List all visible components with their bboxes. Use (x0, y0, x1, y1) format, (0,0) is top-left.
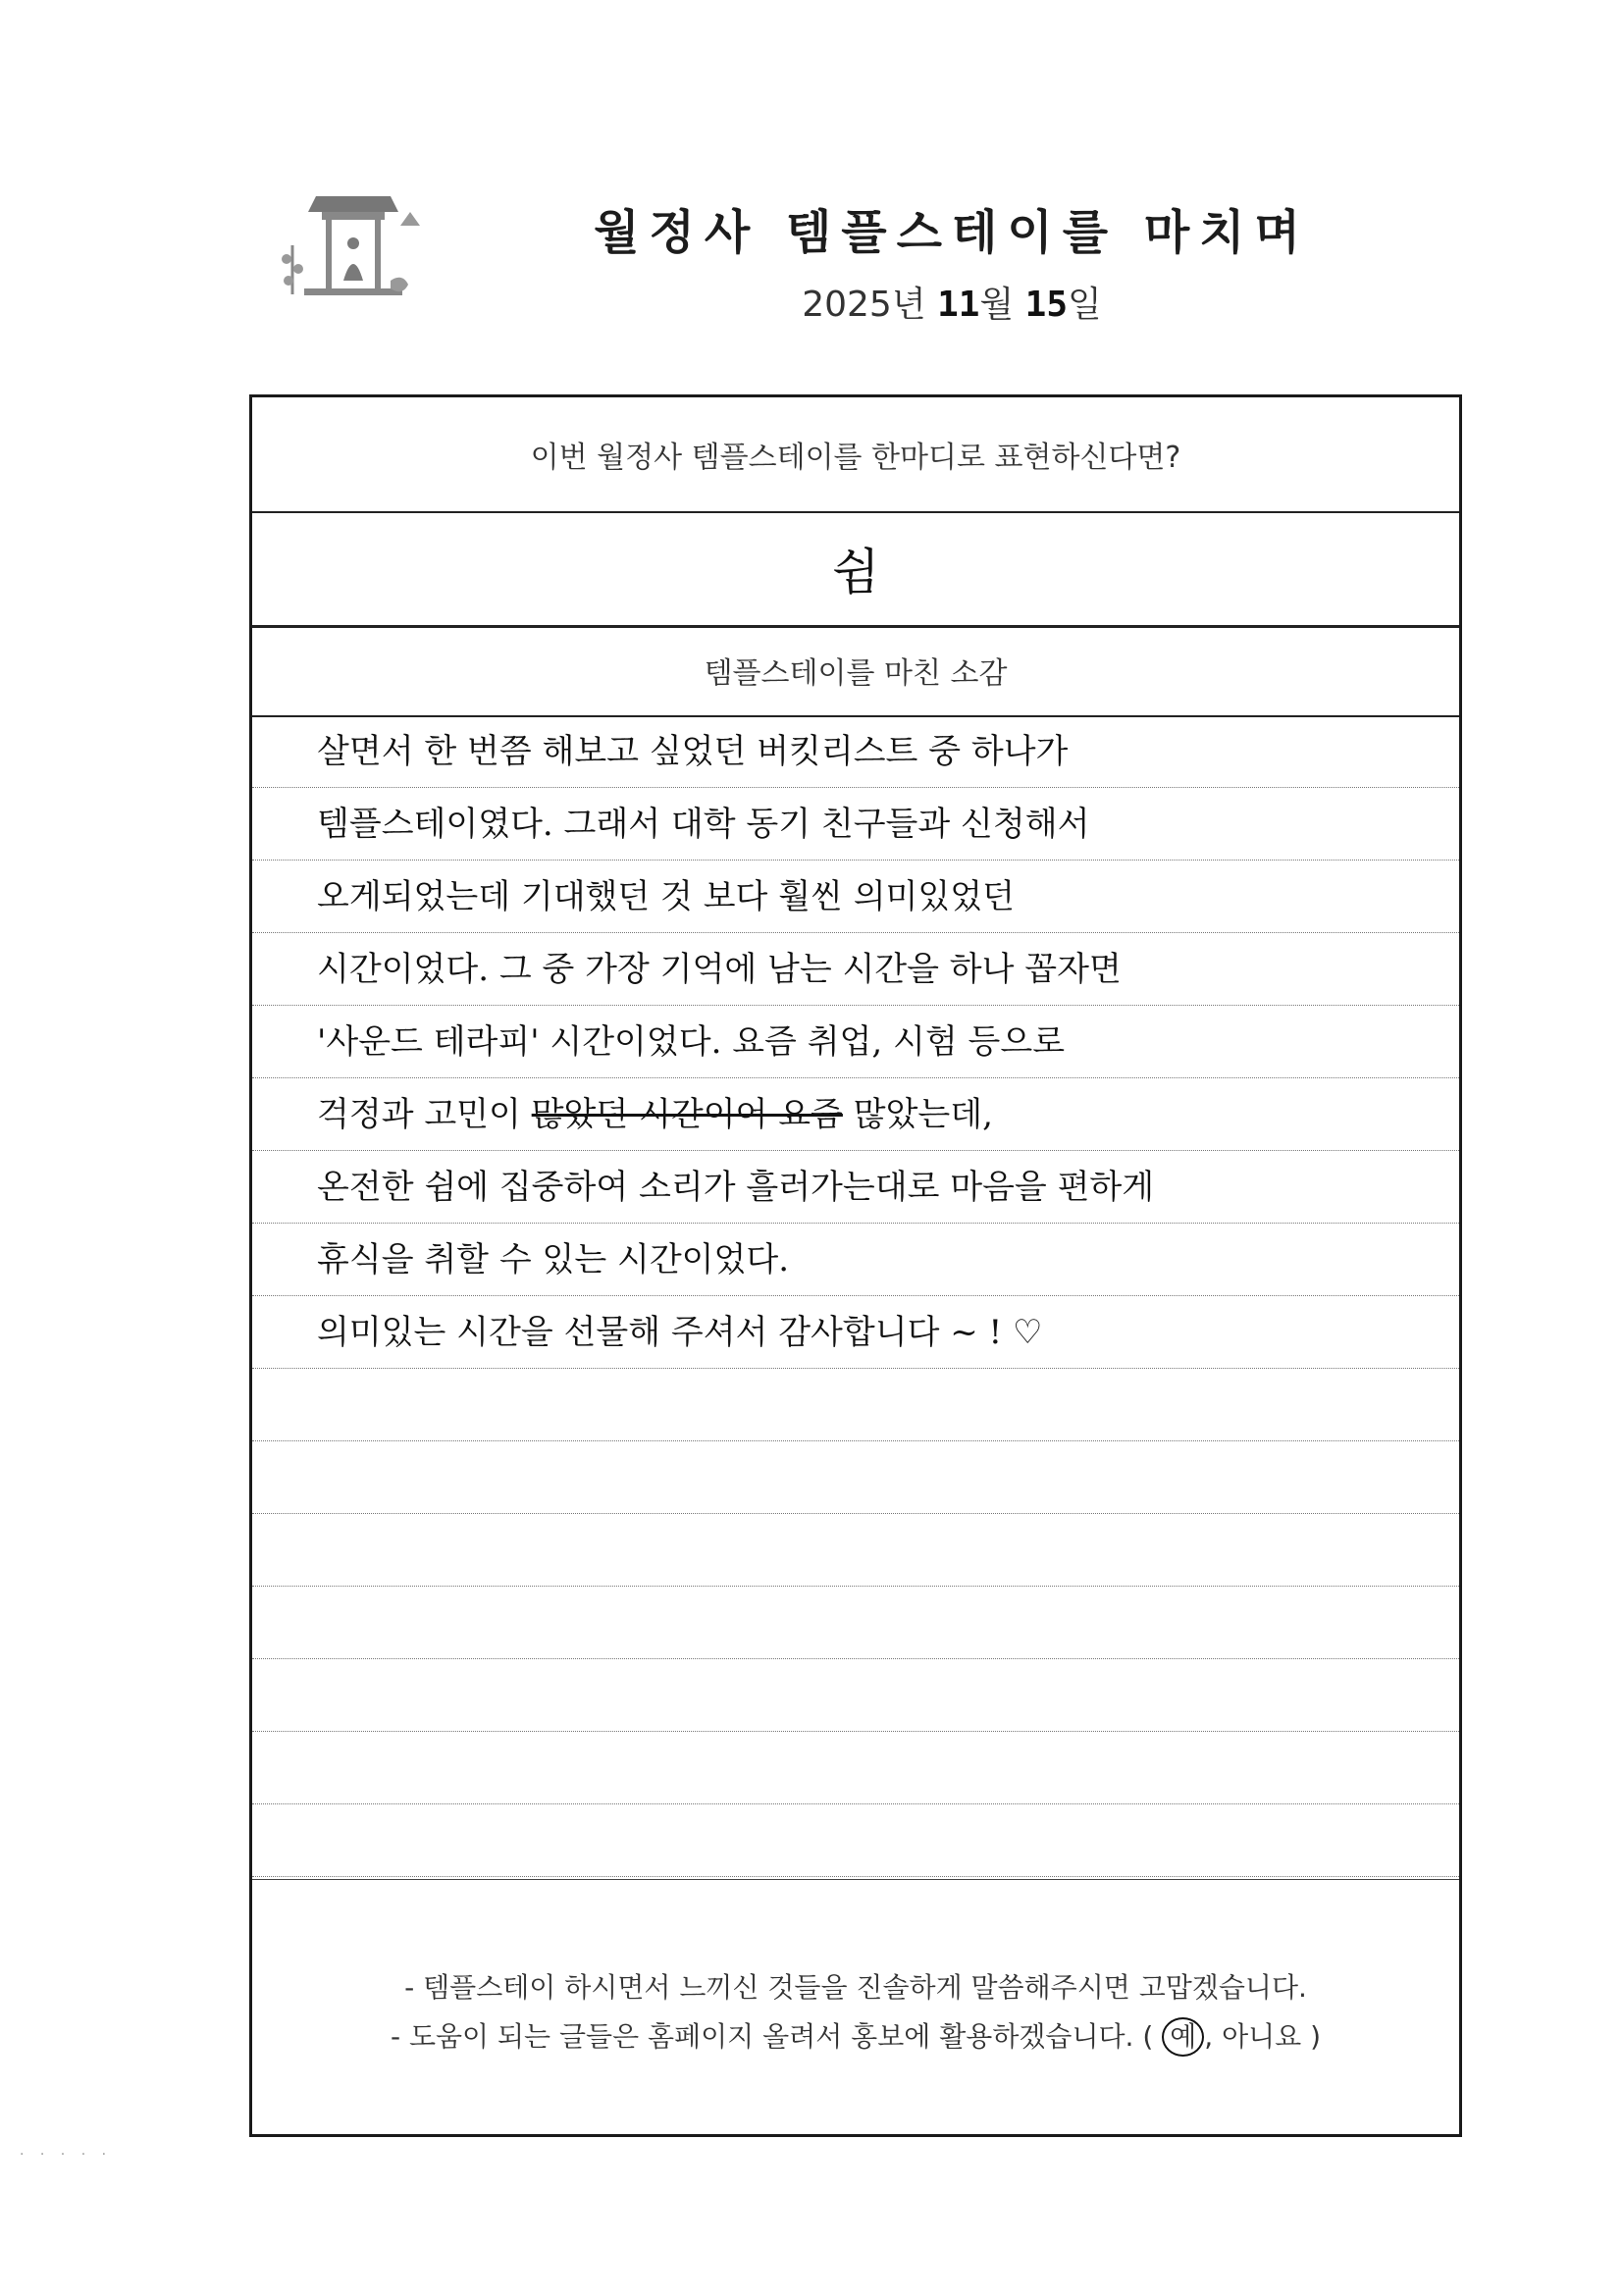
date-day: 15 (1024, 285, 1069, 325)
line-6-after: 많았는데, (853, 1095, 993, 1134)
note-line-1: - 템플스테이 하시면서 느끼신 것들을 진솔하게 말씀해주시면 고맙겠습니다. (404, 1971, 1307, 2004)
option-separator: , (1204, 2020, 1223, 2053)
date-line (746, 277, 1158, 327)
question-text: 이번 월정사 템플스테이를 한마디로 표현하신다면? (530, 441, 1181, 475)
date-month: 11 (937, 285, 980, 325)
date-day-unit: 일 (1068, 285, 1102, 325)
feedback-form (249, 394, 1462, 2137)
writing-line-1[interactable]: 살면서 한 번쯤 해보고 싶었던 버킷리스트 중 하나가 (252, 715, 1459, 788)
line-6-before: 걱정과 고민이 (317, 1095, 521, 1134)
writing-line-3[interactable]: 오게되었는데 기대했던 것 보다 훨씬 의미있었던 (252, 861, 1459, 933)
writing-line-16[interactable] (252, 1804, 1459, 1877)
writing-line-7[interactable]: 온전한 쉼에 집중하여 소리가 흘러가는대로 마음을 편하게 (252, 1151, 1459, 1224)
writing-line-11[interactable] (252, 1441, 1459, 1514)
option-yes-circled[interactable]: 예 (1162, 2017, 1204, 2057)
note-line-2-prefix: - 도움이 되는 글들은 홈페이지 올려서 홍보에 활용하겠습니다. ( (390, 2020, 1154, 2053)
bottom-divider (252, 1879, 1459, 1880)
writing-line-5[interactable]: '사운드 테라피' 시간이었다. 요즘 취업, 시험 등으로 (252, 1006, 1459, 1078)
writing-line-9[interactable]: 의미있는 시간을 선물해 주셔서 감사합니다 ~ ! ♡ (252, 1296, 1459, 1369)
section-title: 템플스테이를 마친 소감 (704, 656, 1008, 691)
option-no[interactable]: 아니요 ) (1222, 2020, 1322, 2053)
date-year-unit: 년 (891, 285, 926, 325)
answer-row[interactable] (252, 511, 1459, 628)
date-year: 2025 (802, 285, 892, 325)
page-title: 월정사 템플스테이를 마치며 (594, 205, 1310, 260)
writing-line-15[interactable] (252, 1732, 1459, 1804)
answer-text: 쉼 (831, 544, 880, 600)
scan-artifact-dots: · · · · · (20, 2147, 113, 2163)
section-title-row (252, 625, 1459, 717)
writing-line-14[interactable] (252, 1659, 1459, 1732)
struck-through-text: 많았던 시간이어 요즘 (531, 1095, 843, 1134)
date-month-unit: 월 (979, 285, 1015, 325)
writing-line-10[interactable] (252, 1369, 1459, 1441)
writing-line-13[interactable] (252, 1587, 1459, 1659)
question-row (252, 397, 1459, 513)
note-line-2 (252, 2012, 1459, 2061)
writing-line-12[interactable] (252, 1514, 1459, 1587)
writing-line-6[interactable] (252, 1078, 1459, 1151)
temple-logo (265, 186, 451, 324)
writing-line-4[interactable]: 시간이었다. 그 중 가장 기억에 남는 시간을 하나 꼽자면 (252, 933, 1459, 1006)
temple-buddha-icon (265, 186, 451, 324)
form-notes (252, 1963, 1459, 2061)
writing-line-2[interactable]: 템플스테이였다. 그래서 대학 동기 친구들과 신청해서 (252, 788, 1459, 861)
writing-line-8[interactable]: 휴식을 취할 수 있는 시간이었다. (252, 1224, 1459, 1296)
writing-lines (252, 715, 1459, 1877)
